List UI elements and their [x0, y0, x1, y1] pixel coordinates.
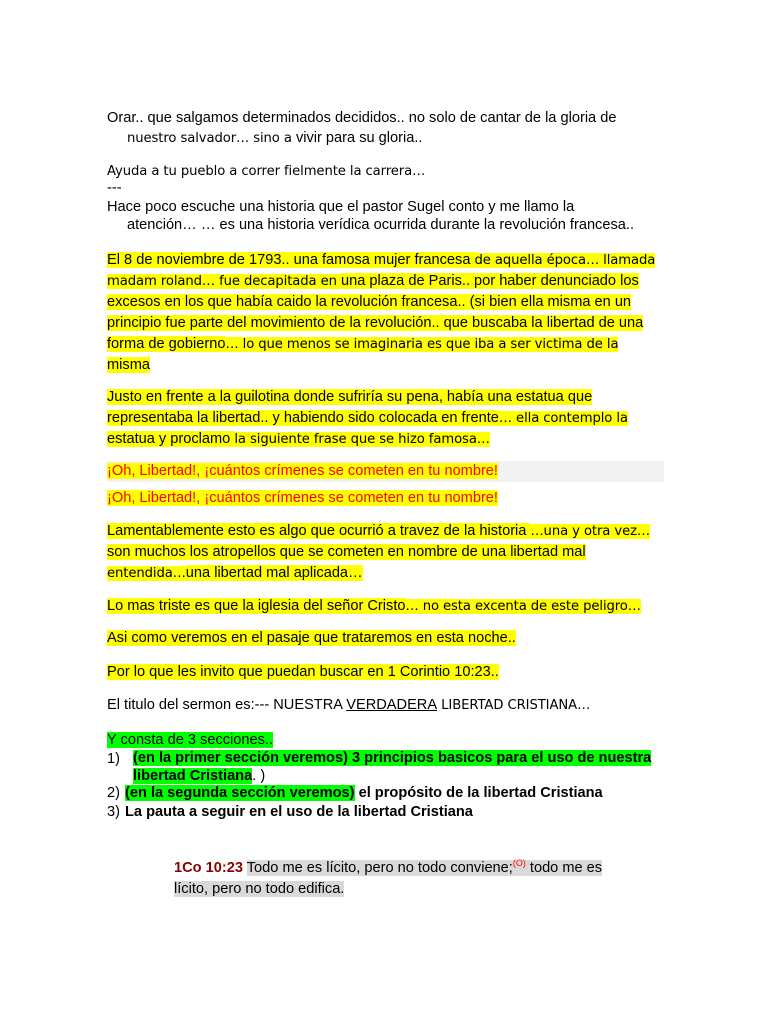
paragraph-invitation: Por lo que les invito que puedan buscar en 1 Corintio 10:23..	[107, 664, 499, 680]
prayer-emphasis: vivir para su gloria..	[295, 130, 423, 146]
prayer-line-1: Orar.. que salgamos determinados decididos.. no solo de cantar de la gloria de	[107, 110, 617, 126]
famous-quote-1: ¡Oh, Libertad!, ¡cuántos crímenes se cometen en tu nombre!	[107, 463, 498, 479]
bible-verse	[174, 853, 634, 900]
story-intro-line-1: Hace poco escuche una historia que el pastor Sugel conto y me llamo la	[107, 199, 575, 215]
paragraph-guillotine: Justo en frente a la guilotina donde sufriría su pena, había una estatua que representaba la libertad.. y habiendo sido colocada en frente… ella contemplo la estatua y proclamo la siguiente frase que se hizo famosa…	[107, 389, 628, 447]
paragraph-history: Lamentablemente esto es algo que ocurrió a travez de la historia …una y otra vez… son muchos los atropellos que se cometen en nombre de una libertad mal entendida…una libertad mal aplicada…	[107, 523, 651, 581]
famous-quote-2: ¡Oh, Libertad!, ¡cuántos crímenes se cometen en tu nombre!	[107, 490, 498, 506]
list-number-3: 3)	[107, 804, 120, 820]
verse-text-line-2: lícito, pero no todo edifica.	[174, 880, 345, 897]
verse-footnote: (O)	[512, 858, 526, 868]
separator-text: ---	[107, 180, 122, 196]
list-number-1: 1)	[107, 751, 120, 767]
prayer-line-2: nuestro salvador… sino a	[127, 131, 296, 146]
paragraph-madame-roland: El 8 de noviembre de 1793.. una famosa mujer francesa de aquella época… llamada madam roland… fue decapitada en una plaza de Paris.. por haber denunciado los excesos en los que había caido la revolución francesa.. (si bien ella misma en un principio fue parte del movimiento de la revolución.. que buscaba la libertad de una forma de gobierno… lo que menos se imaginaria es que iba a ser victima de la misma	[107, 252, 656, 373]
sermon-title: El titulo del sermon es:--- NUESTRA VERDADERA LIBERTAD CRISTIANA…	[107, 697, 591, 713]
story-intro-line-2: atención… … es una historia verídica ocurrida durante la revolución francesa..	[127, 217, 634, 233]
sections-intro: Y consta de 3 secciones..	[107, 732, 274, 748]
list-item-2: (en la segunda sección veremos) el propósito de la libertad Cristiana	[125, 785, 603, 801]
list-number-2: 2)	[107, 785, 120, 801]
list-item-1: (en la primer sección veremos) 3 principios basicos para el uso de nuestra libertad Cristiana. )	[133, 750, 652, 784]
paragraph-passage: Asi como veremos en el pasaje que trataremos en esta noche..	[107, 630, 516, 646]
paragraph-help: Ayuda a tu pueblo a correr fielmente la carrera…	[107, 164, 426, 179]
paragraph-church-danger: Lo mas triste es que la iglesia del señor Cristo… no esta excenta de este peligro…	[107, 598, 641, 614]
list-item-3: La pauta a seguir en el uso de la libertad Cristiana	[125, 804, 473, 820]
paragraph-prayer	[107, 108, 662, 149]
verse-text-line-1: Todo me es lícito, pero no todo conviene;$^{(O)}$ todo me es	[246, 858, 603, 876]
verse-reference: 1Co 10:23	[174, 859, 243, 876]
paragraph-story-intro	[107, 198, 662, 234]
